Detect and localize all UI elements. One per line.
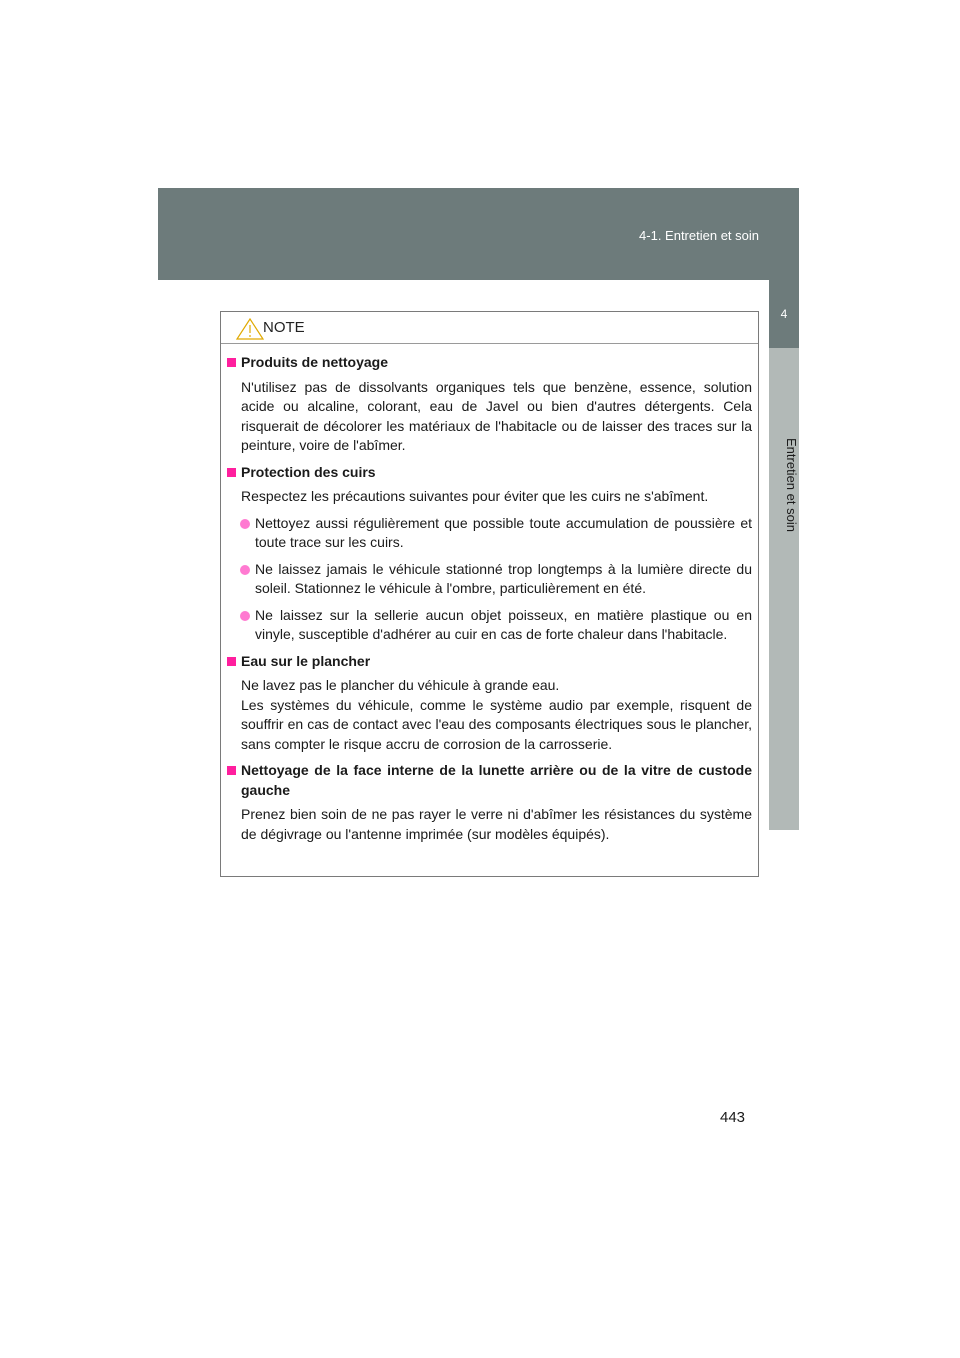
section-heading: Eau sur le plancher — [227, 652, 752, 672]
section-heading: Nettoyage de la face interne de la lunette arrière ou de la vitre de custode gauche — [227, 761, 752, 800]
circle-bullet-icon — [240, 519, 250, 529]
list-item: Nettoyez aussi régulièrement que possible toute accumulation de poussière et toute trace sur les cuirs. — [227, 514, 752, 553]
paragraph: N'utilisez pas de dissolvants organiques tels que benzène, essence, solution acide ou alcaline, colorant, eau de Javel ou bien d'autres détergents. Cela risquerait de décolorer les matériaux de l'habitacle ou de laisser des traces sur la peinture, voire de l'abîmer. — [241, 378, 752, 453]
chapter-side-tab — [769, 280, 799, 830]
chapter-number: 4 — [769, 280, 799, 348]
warning-triangle-icon — [235, 317, 265, 341]
note-box — [220, 311, 759, 877]
section-heading: Produits de nettoyage — [227, 353, 752, 373]
list-item: Ne laissez sur la sellerie aucun objet poisseux, en matière plastique ou en vinyle, susceptible d'adhérer au cuir en cas de forte chaleur dans l'habitacle. — [227, 606, 752, 645]
list-item: Ne laissez jamais le véhicule stationné trop longtemps à la lumière directe du soleil. Stationnez le véhicule à l'ombre, particulièrement en été. — [227, 560, 752, 599]
circle-bullet-icon — [240, 565, 250, 575]
section-title: 4-1. Entretien et soin — [639, 228, 759, 243]
chapter-label: Entretien et soin — [784, 438, 799, 532]
square-bullet-icon — [227, 358, 236, 367]
section-heading: Protection des cuirs — [227, 463, 752, 483]
chapter-strip — [769, 348, 799, 830]
paragraph: Prenez bien soin de ne pas rayer le verre ni d'abîmer les résistances du système de dégivrage ou l'antenne imprimée (sur modèles équipés). — [241, 806, 752, 842]
paragraph: Respectez les précautions suivantes pour éviter que les cuirs ne s'abîment. — [241, 488, 709, 504]
circle-bullet-icon — [240, 611, 250, 621]
square-bullet-icon — [227, 657, 236, 666]
header-band — [158, 188, 799, 280]
note-body — [221, 344, 758, 844]
square-bullet-icon — [227, 468, 236, 477]
paragraph: Ne lavez pas le plancher du véhicule à grande eau. — [241, 677, 560, 693]
note-header — [221, 312, 758, 344]
square-bullet-icon — [227, 766, 236, 775]
page-number: 443 — [720, 1109, 746, 1126]
paragraph: Les systèmes du véhicule, comme le système audio par exemple, risquent de souffrir en cas de contact avec l'eau des composants électriques sous le plancher, sans compter le risque accru de corrosion de la carrosserie. — [241, 696, 752, 752]
note-label: NOTE — [263, 319, 305, 336]
